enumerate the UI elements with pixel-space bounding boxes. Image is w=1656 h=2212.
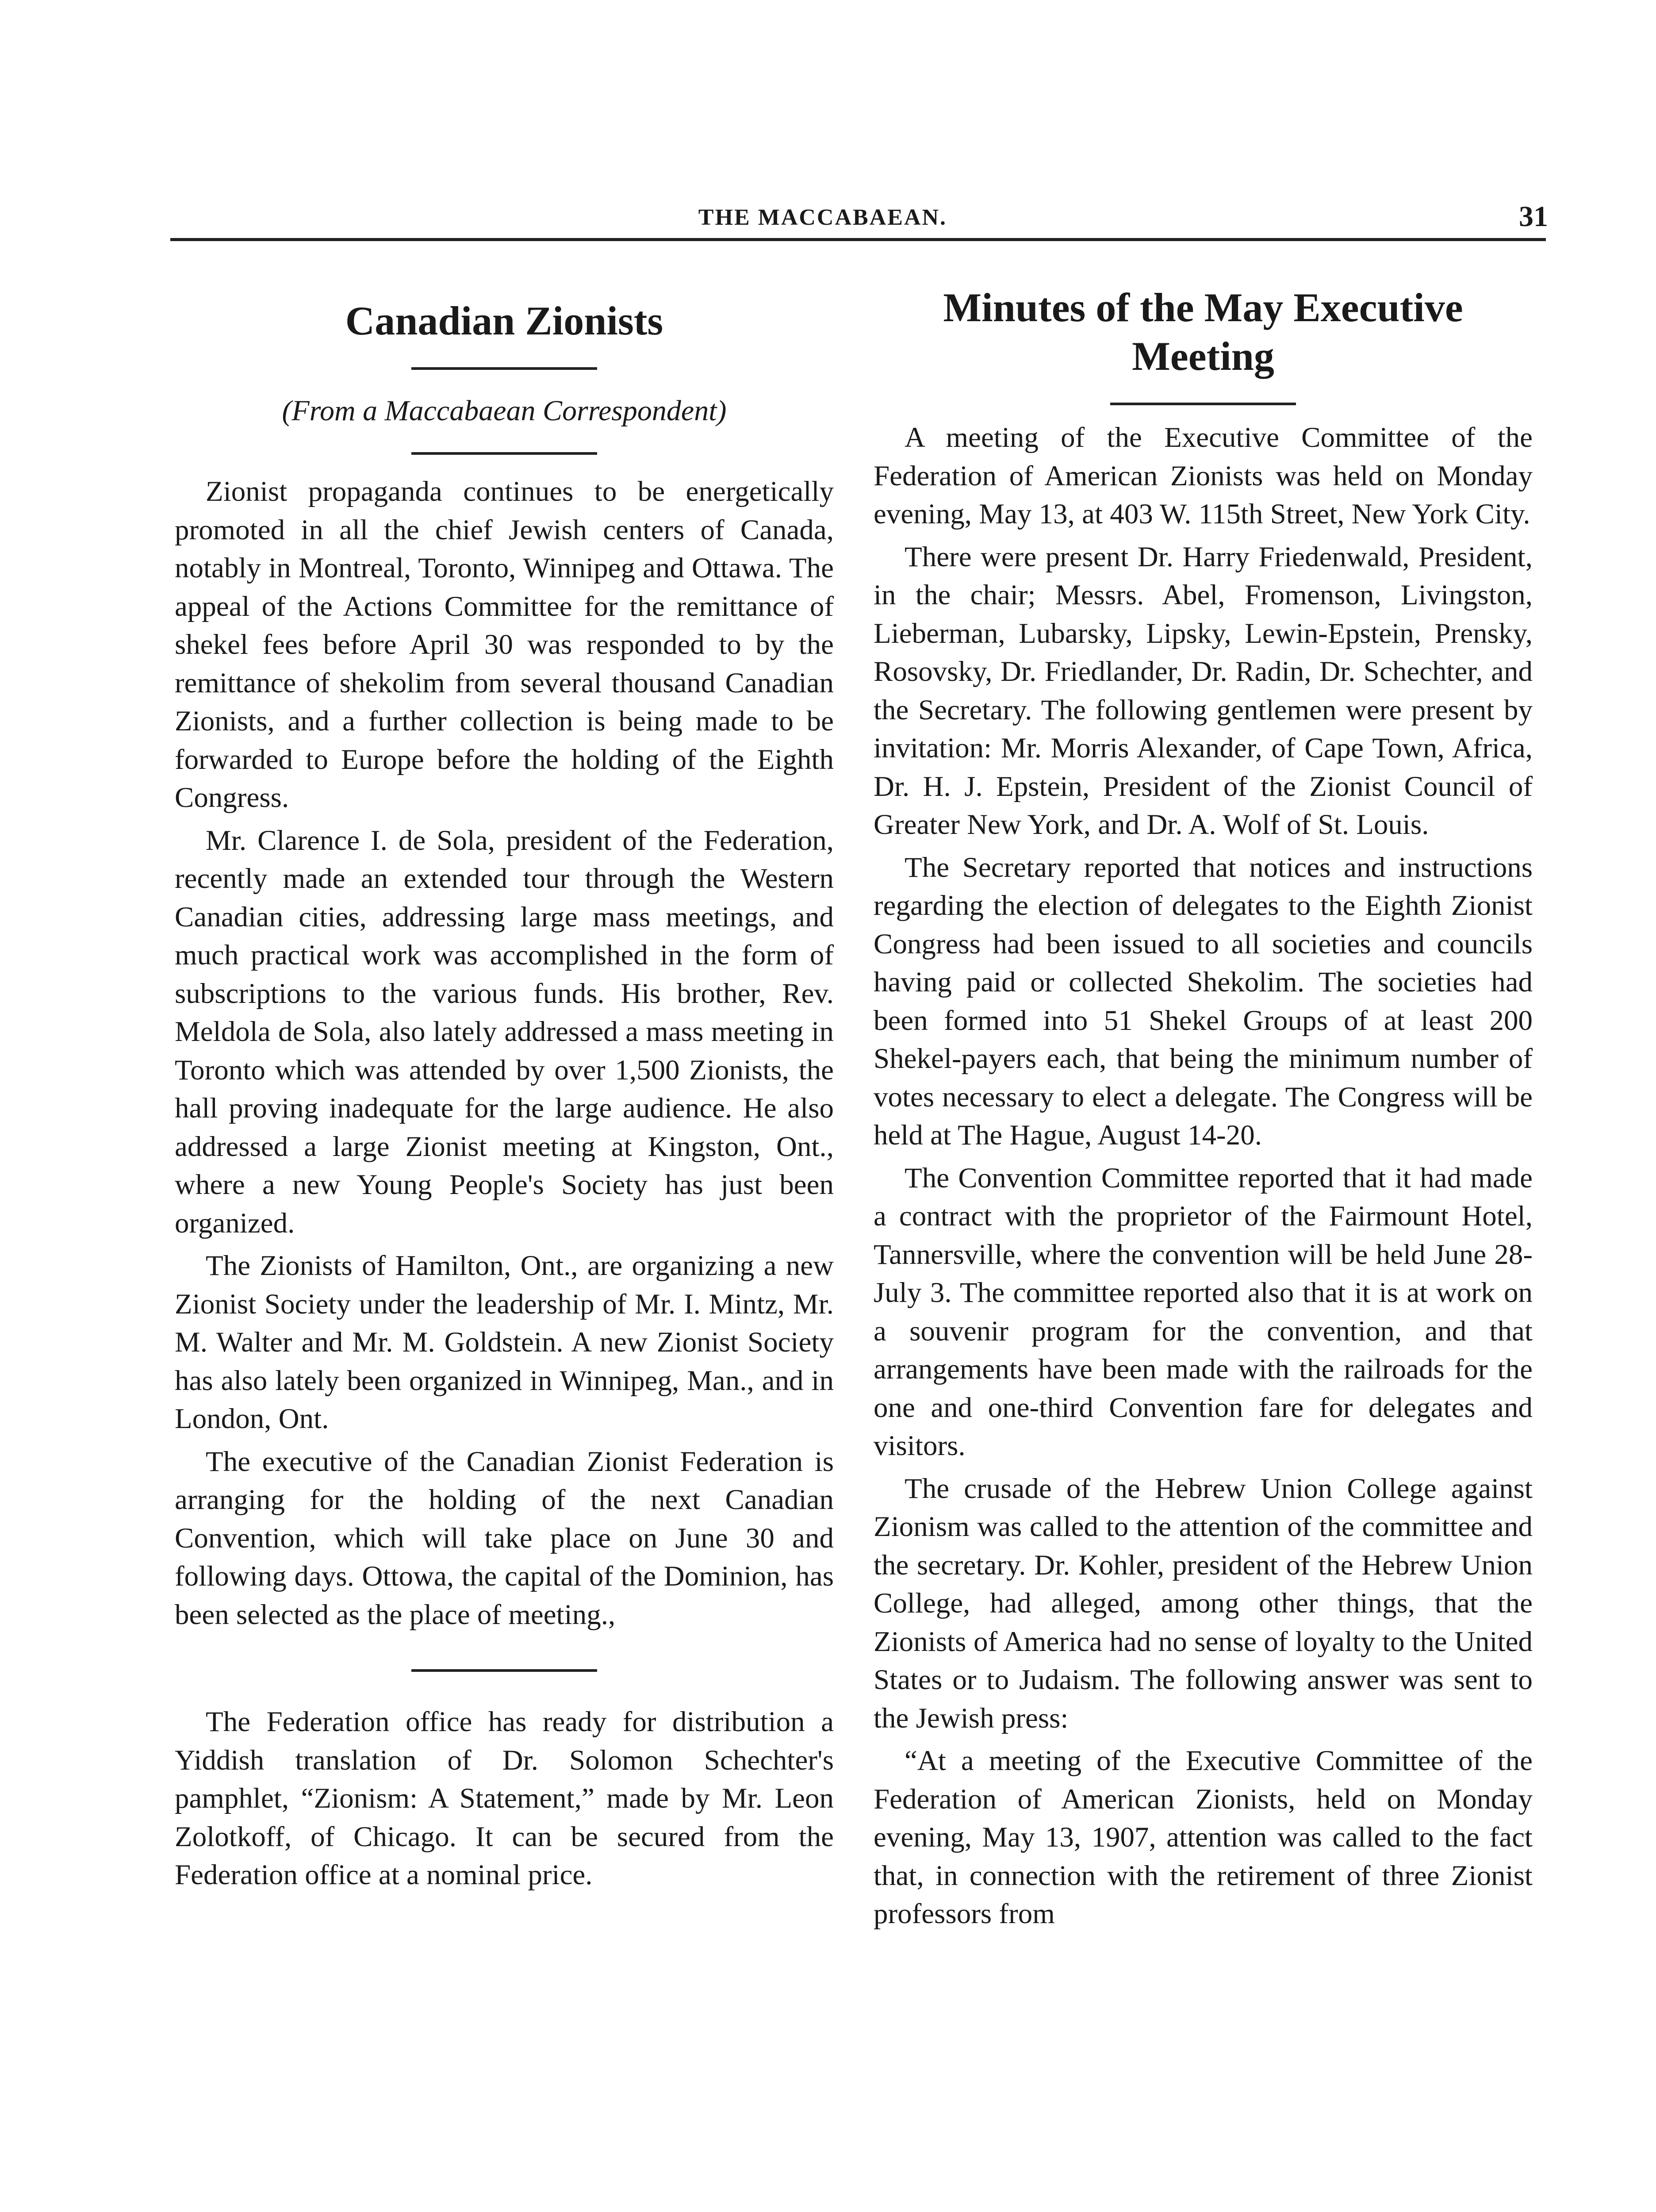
paragraph: The Zionists of Hamilton, Ont., are organizing a new Zionist Society under the leadership of Mr. I. Mintz, Mr. M. Walter and Mr. M. Goldstein. A new Zionist Society has also lately been organized in Winnipeg, Man., and in London, Ont. bbox=[175, 1250, 834, 1435]
page-number: 31 bbox=[1519, 200, 1548, 233]
paragraph: Mr. Clarence I. de Sola, president of the Federation, recently made an extended tour through the Western Canadian cities, addressing large mass meetings, and much practical work was accomplished in the form of subscriptions to the various funds. His brother, Rev. Meldola de Sola, also lately addressed a mass meeting in Toronto which was attended by over 1,500 Zionists, the hall proving inadequate for the large audience. He also addressed a large Zionist meeting at Kingston, Ont., where a new Young People's Society has just been organized. bbox=[175, 824, 834, 1239]
article-byline: (From a Maccabaean Correspondent) bbox=[282, 395, 727, 427]
paragraph: Zionist propaganda continues to be energetically promoted in all the chief Jewish centers of Canada, notably in Montreal, Toronto, Winnipeg and Ottawa. The appeal of the Actions Committee for the remittance of shekel fees before April 30 was responded to by the remittance of shekolim from several thousand Canadian Zionists, and a further collection is being made to be forwarded to Europe before the holding of the Eighth Congress. bbox=[175, 476, 834, 814]
paragraph: “At a meeting of the Executive Committee of the Federation of American Zionists, held on Monday evening, May 13, 1907, attention was called to the fact that, in connection with the retirement of three Zionist professors from bbox=[874, 1745, 1533, 1930]
title-divider bbox=[1110, 403, 1296, 405]
paragraph: The crusade of the Hebrew Union College against Zionism was called to the attention of the committee and the secretary. Dr. Kohler, president of the Hebrew Union College, had alleged, among other things, that the Zionists of America had no sense of loyalty to the United States or to Judaism. The following answer was sent to the Jewish press: bbox=[874, 1472, 1533, 1734]
header-rule bbox=[170, 238, 1546, 241]
paragraph: The Secretary reported that notices and instructions regarding the election of delegates to the Eighth Zionist Congress had been issued to all societies and councils having paid or collected Shekolim. The societies had been formed into 51 Shekel Groups of at least 200 Shekel-payers each, that being the minimum number of votes necessary to elect a delegate. The Congress will be held at The Hague, August 14-20. bbox=[874, 851, 1533, 1151]
paragraph: A meeting of the Executive Committee of the Federation of American Zionists was held on Monday evening, May 13, at 403 W. 115th Street, New York City. bbox=[874, 422, 1533, 530]
paragraph: The Convention Committee reported that it had made a contract with the proprietor of the Fairmount Hotel, Tannersville, where the convention will be held June 28-July 3. The committee reported also that it is at work on a souvenir program for the convention, and that arrangements have been made with the railroads for the one and one-third Convention fare for delegates and visitors. bbox=[874, 1162, 1533, 1462]
right-column bbox=[874, 265, 1533, 1933]
article-title-canadian-zionists: Canadian Zionists bbox=[345, 298, 663, 343]
title-divider bbox=[411, 367, 597, 370]
left-column bbox=[175, 265, 834, 1894]
article-title-minutes: Minutes of the May Executive Meeting bbox=[943, 285, 1463, 379]
paragraph: The executive of the Canadian Zionist Federation is arranging for the holding of the next Canadian Convention, which will take place on June 30 and following days. Ottowa, the capital of the Dominion, has been selected as the place of meeting., bbox=[175, 1445, 834, 1631]
paragraph: There were present Dr. Harry Friedenwald, President, in the chair; Messrs. Abel, Fromenson, Livingston, Lieberman, Lubarsky, Lipsky, Lewin-Epstein, Prensky, Rosovsky, Dr. Friedlander, Dr. Radin, Dr. Schechter, and the Secretary. The following gentlemen were present by invitation: Mr. Morris Alexander, of Cape Town, Africa, Dr. H. J. Epstein, President of the Zionist Council of Greater New York, and Dr. A. Wolf of St. Louis. bbox=[874, 541, 1533, 841]
byline-divider bbox=[411, 452, 597, 455]
paragraph: The Federation office has ready for distribution a Yiddish translation of Dr. Solomon Schechter's pamphlet, “Zionism: A Statement,” made by Mr. Leon Zolotkoff, of Chicago. It can be secured from the Federation office at a nominal price. bbox=[175, 1706, 834, 1891]
section-divider bbox=[411, 1669, 597, 1672]
running-header-title: THE MACCABAEAN. bbox=[698, 205, 947, 230]
